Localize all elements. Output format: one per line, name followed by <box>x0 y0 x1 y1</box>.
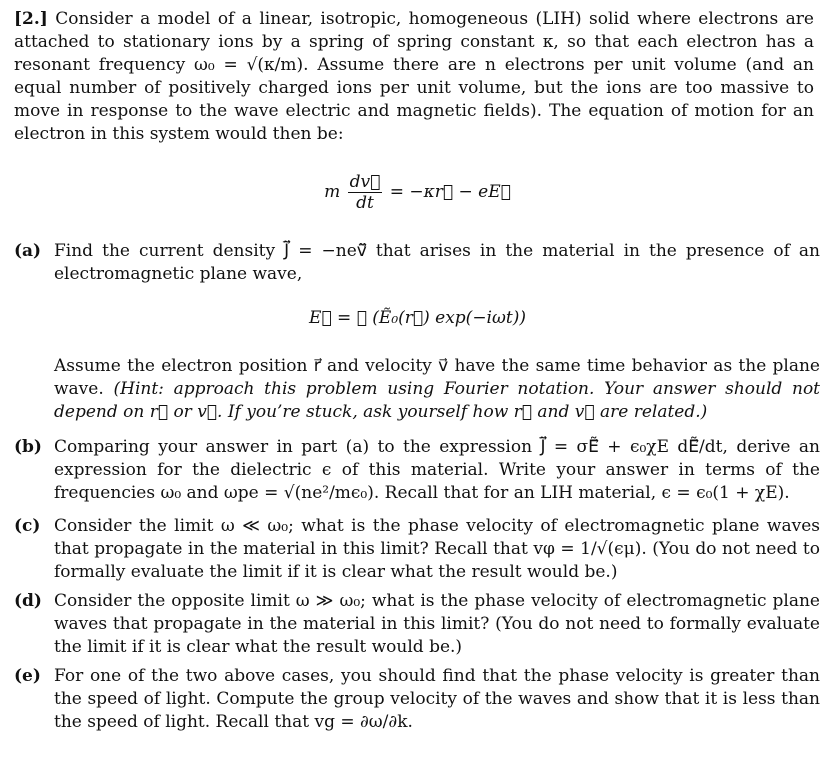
part-e <box>14 665 820 734</box>
part-e-text: For one of the two above cases, you should find that the phase velocity is greater than the speed of light. Compute the group velocity of the waves and show that it is less than the speed of light. Recall that vg = ∂ω/∂k. <box>54 666 820 732</box>
problem-intro <box>14 8 814 146</box>
part-b-label: (b) <box>14 437 42 457</box>
problem-intro-text: Consider a model of a linear, isotropic, homogeneous (LIH) solid where electrons are attached to stationary ions by a spring of spring constant κ, so that each electron has a resonant frequency ω₀ = √(κ/m). Assume there are n electrons per unit volume (and an equal number of positively charged ions per unit volume, but the ions are too massive to move in response to the wave electric and magnetic fields). The equation of motion for an electron in this system would then be: <box>14 9 814 144</box>
part-d-text: Consider the opposite limit ω ≫ ω₀; what is the phase velocity of electromagnetic plane waves that propagate in the material in this limit? (You do not need to formally evaluate the limit if it is clear what the result would be.) <box>54 591 820 657</box>
part-a-label: (a) <box>14 241 42 261</box>
eq-motion-denominator: dt <box>356 193 374 213</box>
equation-of-motion <box>0 172 835 213</box>
part-e-label: (e) <box>14 666 41 686</box>
part-c-text: Consider the limit ω ≪ ω₀; what is the phase velocity of electromagnetic plane waves that propagate in the material in this limit? Recall that vφ = 1/√(ϵμ). (You do not need to formally evaluate the limit if it is clear what the result would be.) <box>54 516 820 582</box>
eq-motion-fraction <box>348 172 383 213</box>
eq-motion-rhs: = −κr⃗ − eE⃗ <box>389 182 511 202</box>
part-d-label: (d) <box>14 591 42 611</box>
eq-motion-lhs: m <box>324 182 341 202</box>
part-a-text: Find the current density J̃⃗ = −neṽ⃗ that arises in the material in the presence of an electromagnetic plane wave, <box>54 241 820 284</box>
part-d <box>14 590 820 659</box>
part-b <box>14 436 820 505</box>
eq-plane-wave: E⃗ = ℜ (Ẽ₀(r⃗) exp(−iωt)) <box>309 308 526 328</box>
part-a-hint: (Hint: approach this problem using Fourier notation. Your answer should not depend on r⃗ or v⃗. If you’re stuck, ask yourself how r⃗ and v⃗ are related.) <box>54 379 821 422</box>
eq-motion-numerator: dv⃗ <box>349 172 381 192</box>
part-c-label: (c) <box>14 516 41 536</box>
part-a-continued <box>54 355 820 424</box>
problem-number: [2.] <box>14 9 48 29</box>
part-c <box>14 515 820 584</box>
part-a <box>14 240 820 286</box>
part-a-after: Assume the electron position r⃗ and velocity v⃗ have the same time behavior as the plane wave. <box>54 356 820 399</box>
equation-plane-wave <box>0 308 835 328</box>
part-b-text: Comparing your answer in part (a) to the expression J̃⃗ = σẼ⃗ + ϵ₀χE dẼ⃗/dt, derive an expression for the dielectric ϵ of this material. Write your answer in terms of the frequencies ω₀ and ωpe = √(ne²/mϵ₀). Recall that for an LIH material, ϵ = ϵ₀(1 + χE). <box>54 437 820 503</box>
